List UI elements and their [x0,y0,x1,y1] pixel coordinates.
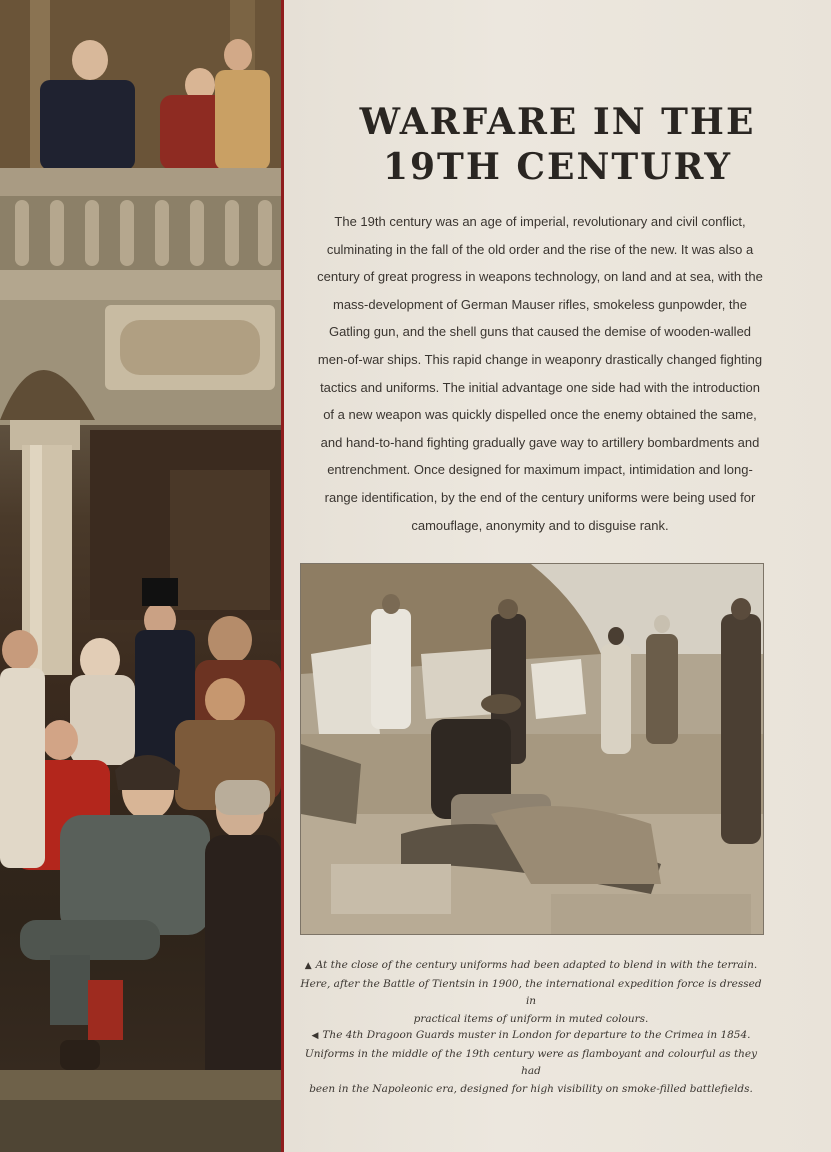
caption-line: practical items of uniform in muted colours. [413,1012,649,1025]
caption-line: At the close of the century uniforms had been adapted to blend in with the terrain. [315,959,758,971]
intro-line: The 19th century was an age of imperial, revolutionary and civil conflict, [334,214,746,229]
intro-line: entrenchment. Once designed for maximum impact, intimidation and long- [327,462,753,478]
painting-illustration [0,0,281,1152]
intro-line: camouflage, anonymity and to disguise rank. [411,517,669,533]
caption-line: been in the Napoleonic era, designed for high visibility on smoke-filled battlefields. [309,1082,753,1095]
intro-line: mass-development of German Mauser rifles, smokeless gunpowder, the [332,296,748,312]
up-triangle-icon: ▲ [304,961,312,971]
caption-dragoon-guards [300,1027,762,1098]
page-title-line-2: 19TH CENTURY [382,146,733,188]
left-triangle-icon: ◀ [311,1031,319,1041]
caption-tientsin [300,957,762,1028]
intro-line: range identification, by the end of the century uniforms were being used for [324,489,756,505]
intro-line: tactics and uniforms. The initial advantage one side had with the introduction [320,379,760,395]
photo-illustration [301,564,763,934]
photo-tientsin-expedition-force [300,563,764,935]
article-column [284,0,831,1152]
intro-line: men-of-war ships. This rapid change in weaponry drastically changed fighting [317,351,763,367]
intro-paragraph [300,208,780,539]
intro-line: Gatling gun, and the shell guns that caused the demise of wooden-walled [328,324,752,340]
caption-line: Uniforms in the middle of the 19th century were as flamboyant and colourful as they had [304,1047,758,1077]
caption-line: Here, after the Battle of Tientsin in 1900, the international expedition force is dressed in [300,977,762,1007]
intro-line: culminating in the fall of the old order and the rise of the new. It was also a [326,241,754,257]
intro-line: century of great progress in weapons technology, on land and at sea, with the [317,269,763,285]
intro-line: of a new weapon was quickly dispelled once the enemy obtained the same, [323,407,757,423]
caption-line: The 4th Dragoon Guards muster in London for departure to the Crimea in 1854. [322,1029,751,1041]
page-title-line-1: WARFARE IN THE [359,101,756,143]
intro-line: and hand-to-hand fighting gradually gave way to artillery bombardments and [320,434,760,450]
painting-4th-dragoon-guards [0,0,281,1152]
